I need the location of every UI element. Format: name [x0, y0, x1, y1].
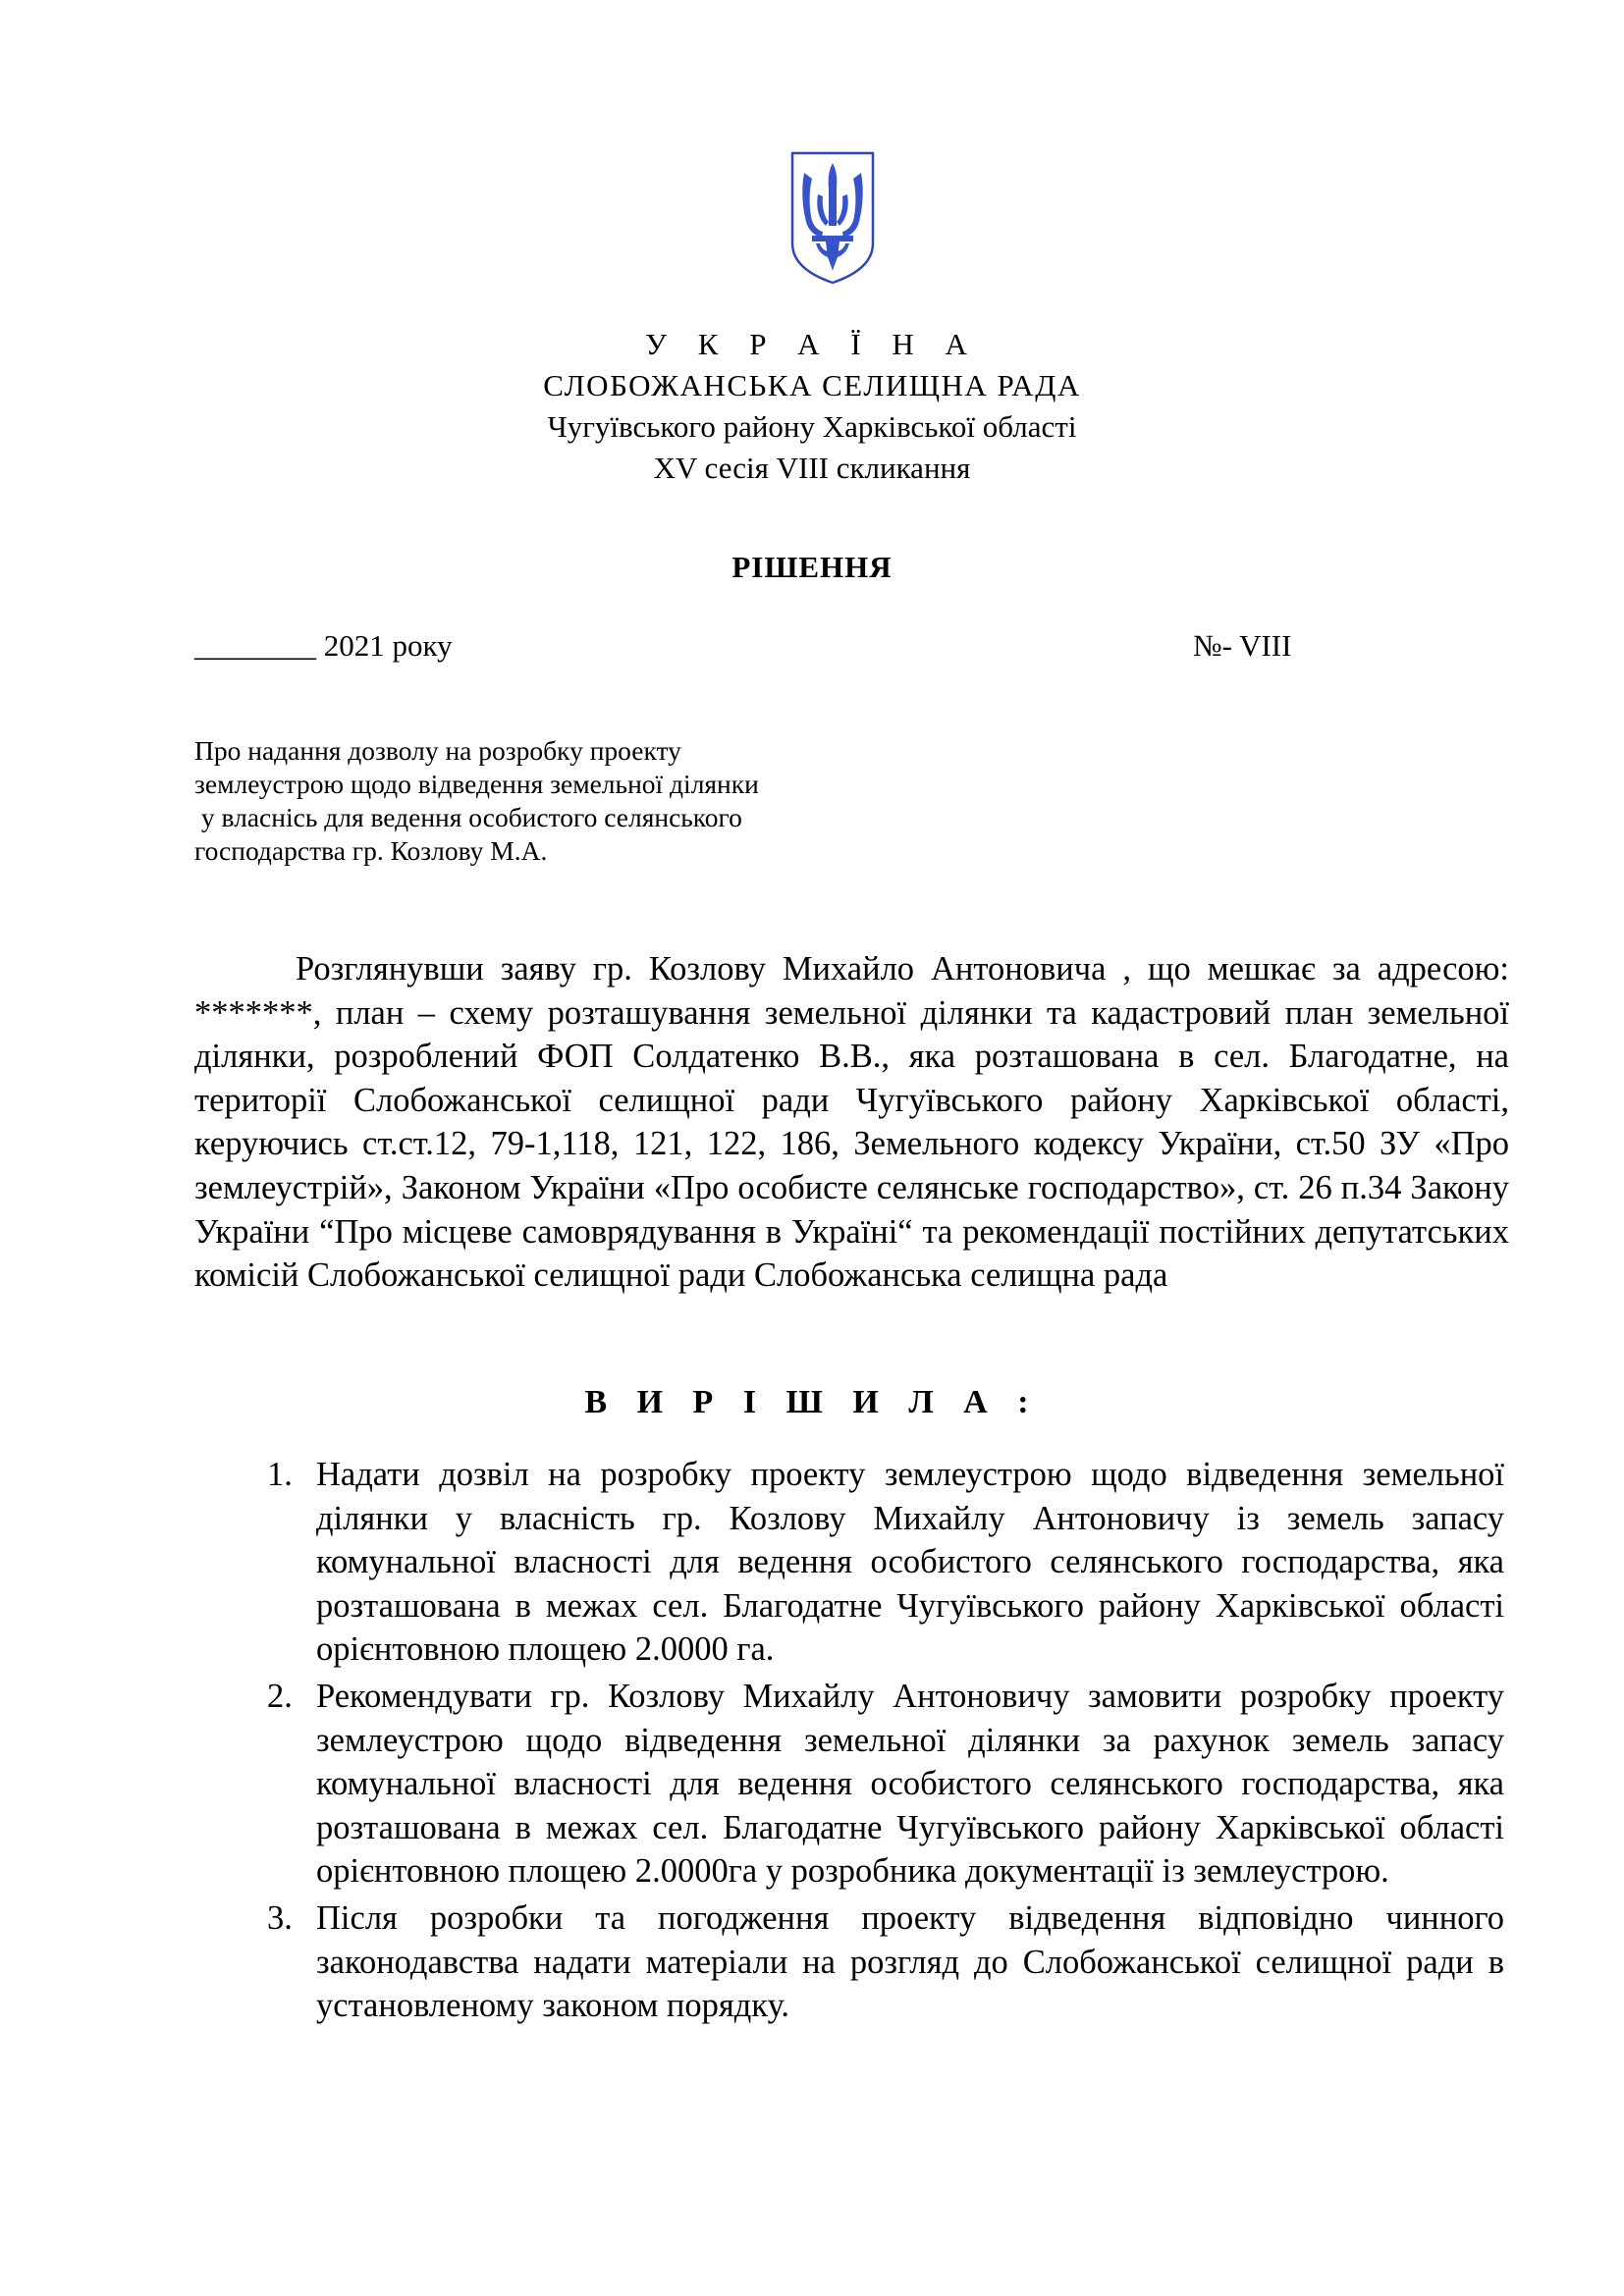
item-number: 2. [267, 1677, 293, 1715]
council-name: СЛОБОЖАНСЬКА СЕЛИЩНА РАДА [543, 368, 1081, 402]
resolution-item [257, 1453, 1504, 1672]
resolution-item [257, 1896, 1504, 2028]
decision-number: №- VIII [1193, 628, 1292, 663]
item-text: Після розробки та погодження проекту відведення відповідно чинного законодавства надати матеріали на розгляд до Слобожанської селищної ради в установленому законом порядку. [316, 1898, 1504, 2025]
decision-date: ________ 2021 року [194, 628, 453, 663]
item-text: Рекомендувати гр. Козлову Михайлу Антоновичу замовити розробку проекту землеустрою щодо відведення земельної ділянки за рахунок земель запасу комунальної власності для ведення особистого селянського господарства, яка розташована в межах сел. Благодатне Чугуївського району Харківської області орієнтовною площею 2.0000га у розробника документації із землеустрою. [316, 1677, 1504, 1891]
subject-line: Про надання дозволу на розробку проекту [194, 735, 681, 766]
item-number: 3. [267, 1898, 293, 1937]
decision-subject [194, 734, 882, 868]
resolution-item [257, 1675, 1504, 1894]
trident-coat-of-arms-icon [788, 149, 877, 287]
subject-line: землеустрою щодо відведення земельної ділянки [194, 769, 759, 799]
resolved-heading: В И Р І Ш И Л А : [584, 1384, 1040, 1420]
decision-title: РІШЕННЯ [731, 550, 893, 584]
preamble-paragraph: Розглянувши заяву гр. Козлову Михайло Антоновича , що мешкає за адресою: *******, план – схему розташування земельної ділянки та кадастровий план земельної ділянки, розроблений ФОП Солдатенко В.В., яка розташована в сел. Благодатне, на території Слобожанської селищної ради Чугуївського району Харківської області, керуючись ст.ст.12, 79-1,118, 121, 122, 186, Земельного кодексу України, ст.50 ЗУ «Про землеустрій», Законом України «Про особисте селянське господарство», ст. 26 п.34 Закону України “Про місцеве самоврядування в Україні“ та рекомендації постійних депутатських комісій Слобожанської селищної ради Слобожанська селищна рада [194, 950, 1509, 1295]
country-name: У К Р А Ї Н А [645, 327, 979, 361]
document-header [0, 324, 1624, 489]
item-text: Надати дозвіл на розробку проекту землеустрою щодо відведення земельної ділянки у власність гр. Козлову Михайлу Антоновичу із земель запасу комунальної власності для ведення особистого селянського господарства, яка розташована в межах сел. Благодатне Чугуївського району Харківської області орієнтовною площею 2.0000 га. [316, 1456, 1504, 1669]
subject-line: господарства гр. Козлову М.А. [194, 835, 548, 866]
item-number: 1. [267, 1456, 293, 1493]
subject-line: у власнісь для ведення особистого селянського [194, 802, 742, 832]
session-name: XV сесія VIII скликання [653, 451, 971, 485]
district-name: Чугуївського району Харківської області [547, 409, 1077, 444]
resolution-items [257, 1453, 1504, 2031]
